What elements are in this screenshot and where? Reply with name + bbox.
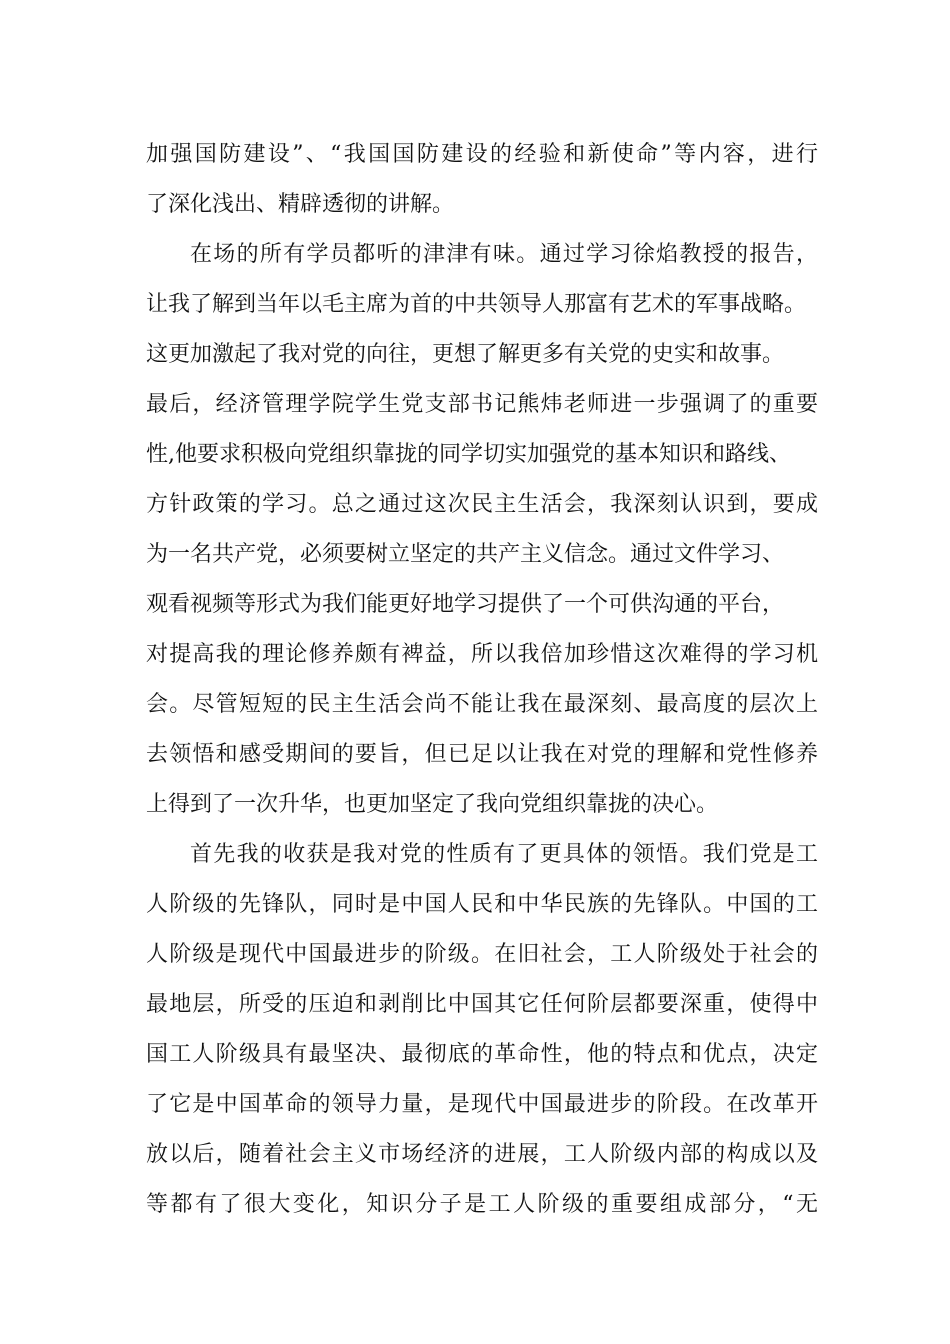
- text-line: 人阶级是现代中国最进步的阶级。在旧社会，工人阶级处于社会的: [146, 942, 818, 967]
- text-line: 最后，经济管理学院学生党支部书记熊炜老师进一步强调了的重要: [146, 392, 818, 417]
- text-line: 国工人阶级具有最坚决、最彻底的革命性，他的特点和优点，决定: [146, 1042, 818, 1067]
- text-line: 去领悟和感受期间的要旨，但已足以让我在对党的理解和党性修养: [146, 742, 818, 767]
- text-line: 了它是中国革命的领导力量，是现代中国最进步的阶段。在改革开: [146, 1092, 818, 1117]
- text-line: 让我了解到当年以毛主席为首的中共领导人那富有艺术的军事战略。: [146, 292, 807, 317]
- text-line: 对提高我的理论修养颇有裨益，所以我倍加珍惜这次难得的学习机: [146, 642, 818, 667]
- text-line: 性,他要求积极向党组织靠拢的同学切实加强党的基本知识和路线、: [146, 442, 791, 467]
- text-line: 了深化浅出、精辟透彻的讲解。: [146, 192, 455, 217]
- text-line: 这更加激起了我对党的向往，更想了解更多有关党的史实和故事。: [146, 342, 785, 367]
- text-line: 人阶级的先锋队，同时是中国人民和中华民族的先锋队。中国的工: [146, 892, 818, 917]
- paragraph-first-line: 首先我的收获是我对党的性质有了更具体的领悟。我们党是工: [190, 842, 818, 867]
- text-line: 会。尽管短短的民主生活会尚不能让我在最深刻、最高度的层次上: [146, 692, 818, 717]
- paragraph-first-line: 在场的所有学员都听的津津有味。通过学习徐焰教授的报告，: [190, 242, 818, 267]
- text-line: 为一名共产党，必须要树立坚定的共产主义信念。通过文件学习、: [146, 542, 785, 567]
- text-line: 方针政策的学习。总之通过这次民主生活会，我深刻认识到，要成: [146, 492, 818, 517]
- text-line: 放以后，随着社会主义市场经济的进展，工人阶级内部的构成以及: [146, 1142, 818, 1167]
- body-text: [146, 130, 818, 1230]
- text-line: 加强国防建设”、“我国国防建设的经验和新使命”等内容，进行: [146, 142, 818, 167]
- text-line: 上得到了一次升华，也更加坚定了我向党组织靠拢的决心。: [146, 792, 719, 817]
- text-line: 最地层，所受的压迫和剥削比中国其它任何阶层都要深重，使得中: [146, 992, 818, 1017]
- text-line: 等都有了很大变化，知识分子是工人阶级的重要组成部分，“无: [146, 1192, 818, 1217]
- text-line: 观看视频等形式为我们能更好地学习提供了一个可供沟通的平台，: [146, 592, 785, 617]
